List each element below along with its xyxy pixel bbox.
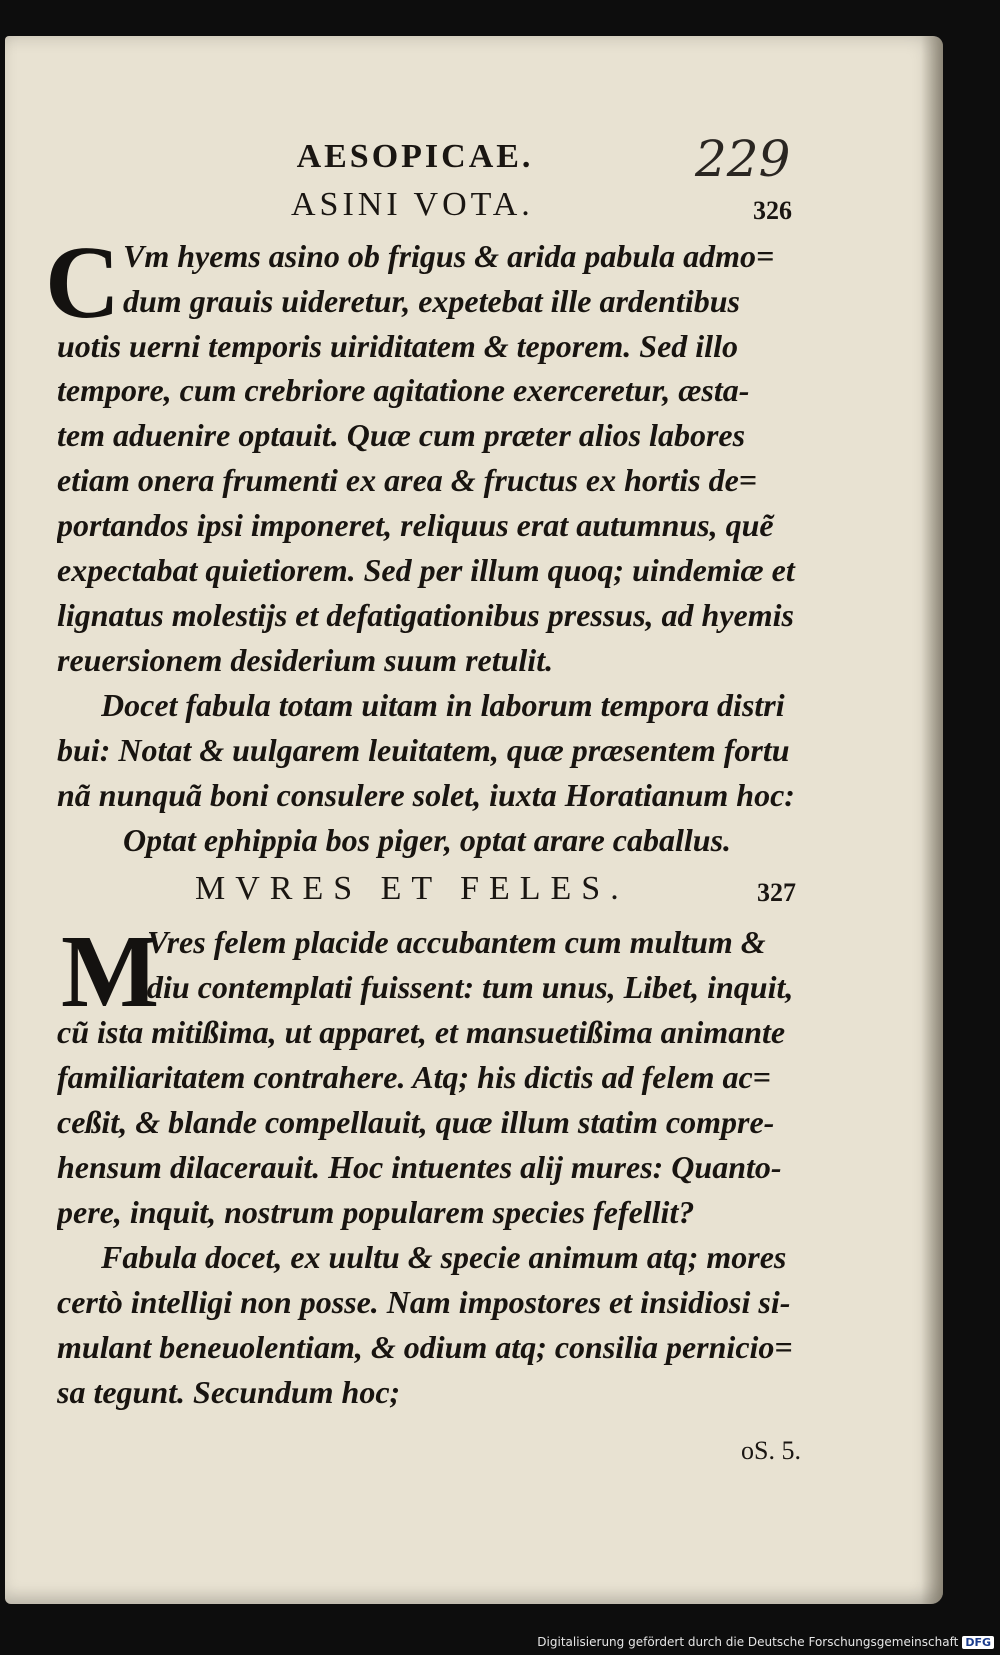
- fable2-line-5: ceßit, & blande compellauit, quæ illum statim compre-: [57, 1104, 775, 1140]
- fable1-line-5: tem aduenire optauit. Quæ cum præter alios labores: [57, 417, 746, 453]
- fable1-line-10: reuersionem desiderium suum retulit.: [57, 642, 554, 678]
- fable2-line-7: pere, inquit, nostrum popularem species fefellit?: [57, 1194, 695, 1230]
- fable2-moral-line-1: Fabula docet, ex uultu & specie animum atq; mores: [101, 1239, 787, 1275]
- fable1-line-1: Vm hyems asino ob frigus & arida pabula admo=: [123, 238, 775, 274]
- fable2-moral-line-3: mulant beneuolentiam, & odium atq; consilia pernicio=: [57, 1329, 793, 1365]
- fable1-line-9: lignatus molestijs et defatigationibus pressus, ad hyemis: [57, 597, 794, 633]
- book-page: [5, 36, 943, 1604]
- fable1-line-2: dum grauis uideretur, expetebat ille ardentibus: [123, 283, 740, 319]
- fable-number-326: 326: [753, 196, 792, 225]
- dfg-logo: DFG: [962, 1636, 994, 1649]
- digitization-credit: [537, 1635, 994, 1649]
- credit-text: Digitalisierung gefördert durch die Deutsche Forschungsgemeinschaft: [537, 1635, 959, 1649]
- fable-number-327: 327: [757, 878, 796, 907]
- fable2-moral-line-4: sa tegunt. Secundum hoc;: [57, 1374, 401, 1410]
- fable2-line-3: cũ ista mitißima, ut apparet, et mansuetißima animante: [57, 1014, 786, 1050]
- fable-title-asini-vota: ASINI VOTA.: [291, 186, 534, 223]
- fable1-line-4: tempore, cum crebriore agitatione exerceretur, æsta-: [57, 372, 750, 408]
- fable1-moral-line-1: Docet fabula totam uitam in laborum tempora distri: [101, 687, 785, 723]
- fable2-line-6: hensum dilacerauit. Hoc intuentes alij mures: Quanto-: [57, 1149, 782, 1185]
- drop-cap-m: M: [61, 914, 160, 1029]
- horace-verse: Optat ephippia bos piger, optat arare caballus.: [123, 822, 732, 858]
- handwritten-folio-number: 229: [695, 130, 791, 188]
- fable2-line-1: Vres felem placide accubantem cum multum &: [147, 924, 766, 960]
- signature-mark: oS. 5.: [741, 1436, 801, 1465]
- fable1-line-8: expectabat quietiorem. Sed per illum quoq; uindemiæ et: [57, 552, 795, 588]
- running-head: AESOPICAE.: [296, 138, 534, 175]
- fable1-line-6: etiam onera frumenti ex area & fructus ex hortis de=: [57, 462, 758, 498]
- fable2-moral-line-2: certò intelligi non posse. Nam impostores et insidiosi si-: [57, 1284, 791, 1320]
- fable-title-mvres-et-feles: MVRES ET FELES.: [195, 870, 629, 907]
- page-edge-shadow: [921, 36, 943, 1604]
- fable2-line-2: diu contemplati fuissent: tum unus, Libet, inquit,: [147, 969, 794, 1005]
- fable1-line-3: uotis uerni temporis uiriditatem & teporem. Sed illo: [57, 328, 738, 364]
- fable1-line-7: portandos ipsi imponeret, reliquus erat autumnus, quẽ: [57, 507, 774, 543]
- fable1-moral-line-3: nã nunquã boni consulere solet, iuxta Horatianum hoc:: [57, 777, 795, 813]
- fable1-moral-line-2: bui: Notat & uulgarem leuitatem, quæ præsentem fortu: [57, 732, 790, 768]
- drop-cap-c: C: [45, 225, 121, 340]
- fable2-line-4: familiaritatem contrahere. Atq; his dictis ad felem ac=: [57, 1059, 771, 1095]
